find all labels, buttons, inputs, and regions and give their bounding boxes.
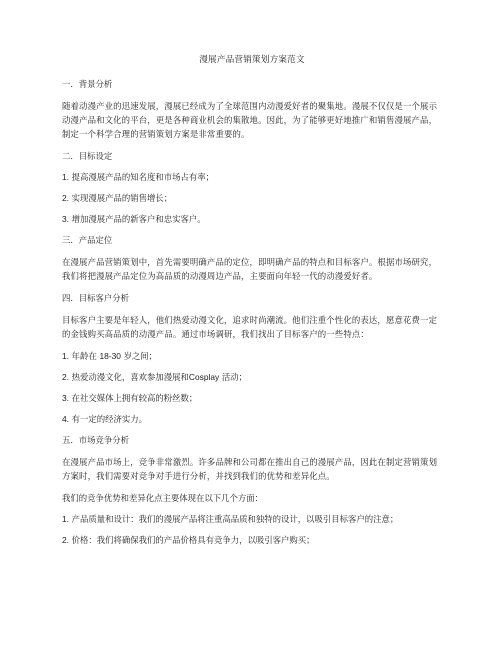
list-item: 2. 价格：我们将确保我们的产品价格具有竞争力，以吸引客户购买； xyxy=(62,535,315,545)
list-item: 2. 实现漫展产品的销售增长； xyxy=(62,193,173,203)
list-item: 3. 在社交媒体上拥有较高的粉丝数； xyxy=(62,393,198,403)
paragraph-target-customers: 目标客户主要是年轻人，他们热爱动漫文化，追求时尚潮流。他们注重个性化的表达，愿意花费一定的金钱购买高品质的动漫产品。通过市场调研，我们找出了目标客户的一些特点： xyxy=(62,315,438,339)
list-item: 3. 增加漫展产品的新客户和忠实客户。 xyxy=(62,214,206,224)
section-heading-goals: 二．目标设定 xyxy=(62,151,113,161)
paragraph-positioning: 在漫展产品营销策划中，首先需要明确产品的定位，即明确产品的特点和目标客户。根据市场研究，我们将把漫展产品定位为高品质的动漫周边产品，主要面向年轻一代的动漫爱好者。 xyxy=(62,257,438,281)
list-item: 1. 产品质量和设计：我们的漫展产品将注重高品质和独特的设计，以吸引目标客户的注意； xyxy=(62,514,399,524)
list-item: 1. 年龄在 18-30 岁之间； xyxy=(62,351,158,361)
section-heading-competition: 五．市场竞争分析 xyxy=(62,435,129,445)
document-title: 漫展产品营销策划方案范文 xyxy=(199,55,305,65)
list-item: 2. 热爱动漫文化，喜欢参加漫展和Cosplay 活动； xyxy=(62,372,247,382)
section-heading-background: 一．背景分析 xyxy=(62,79,113,89)
section-heading-positioning: 三．产品定位 xyxy=(62,235,113,245)
list-item: 4. 有一定的经济实力。 xyxy=(62,414,148,424)
paragraph-background: 随着动漫产业的迅速发展，漫展已经成为了全球范围内动漫爱好者的聚集地。漫展不仅仅是一个展示动漫产品和文化的平台，更是各种商业机会的集散地。因此，为了能够更好地推广和销售漫展产品，制定一个科学合理的营销策划方案是非常重要的。 xyxy=(62,101,438,139)
list-item: 1. 提高漫展产品的知名度和市场占有率； xyxy=(62,172,215,182)
paragraph-advantages-intro: 我们的竞争优势和差异化点主要体现在以下几个方面： xyxy=(62,493,263,503)
paragraph-competition: 在漫展产品市场上，竞争非常激烈。许多品牌和公司都在推出自己的漫展产品，因此在制定营销策划方案时，我们需要对竞争对手进行分析，并找到我们的优势和差异化点。 xyxy=(62,457,438,481)
section-heading-target-customers: 四．目标客户分析 xyxy=(62,293,129,303)
